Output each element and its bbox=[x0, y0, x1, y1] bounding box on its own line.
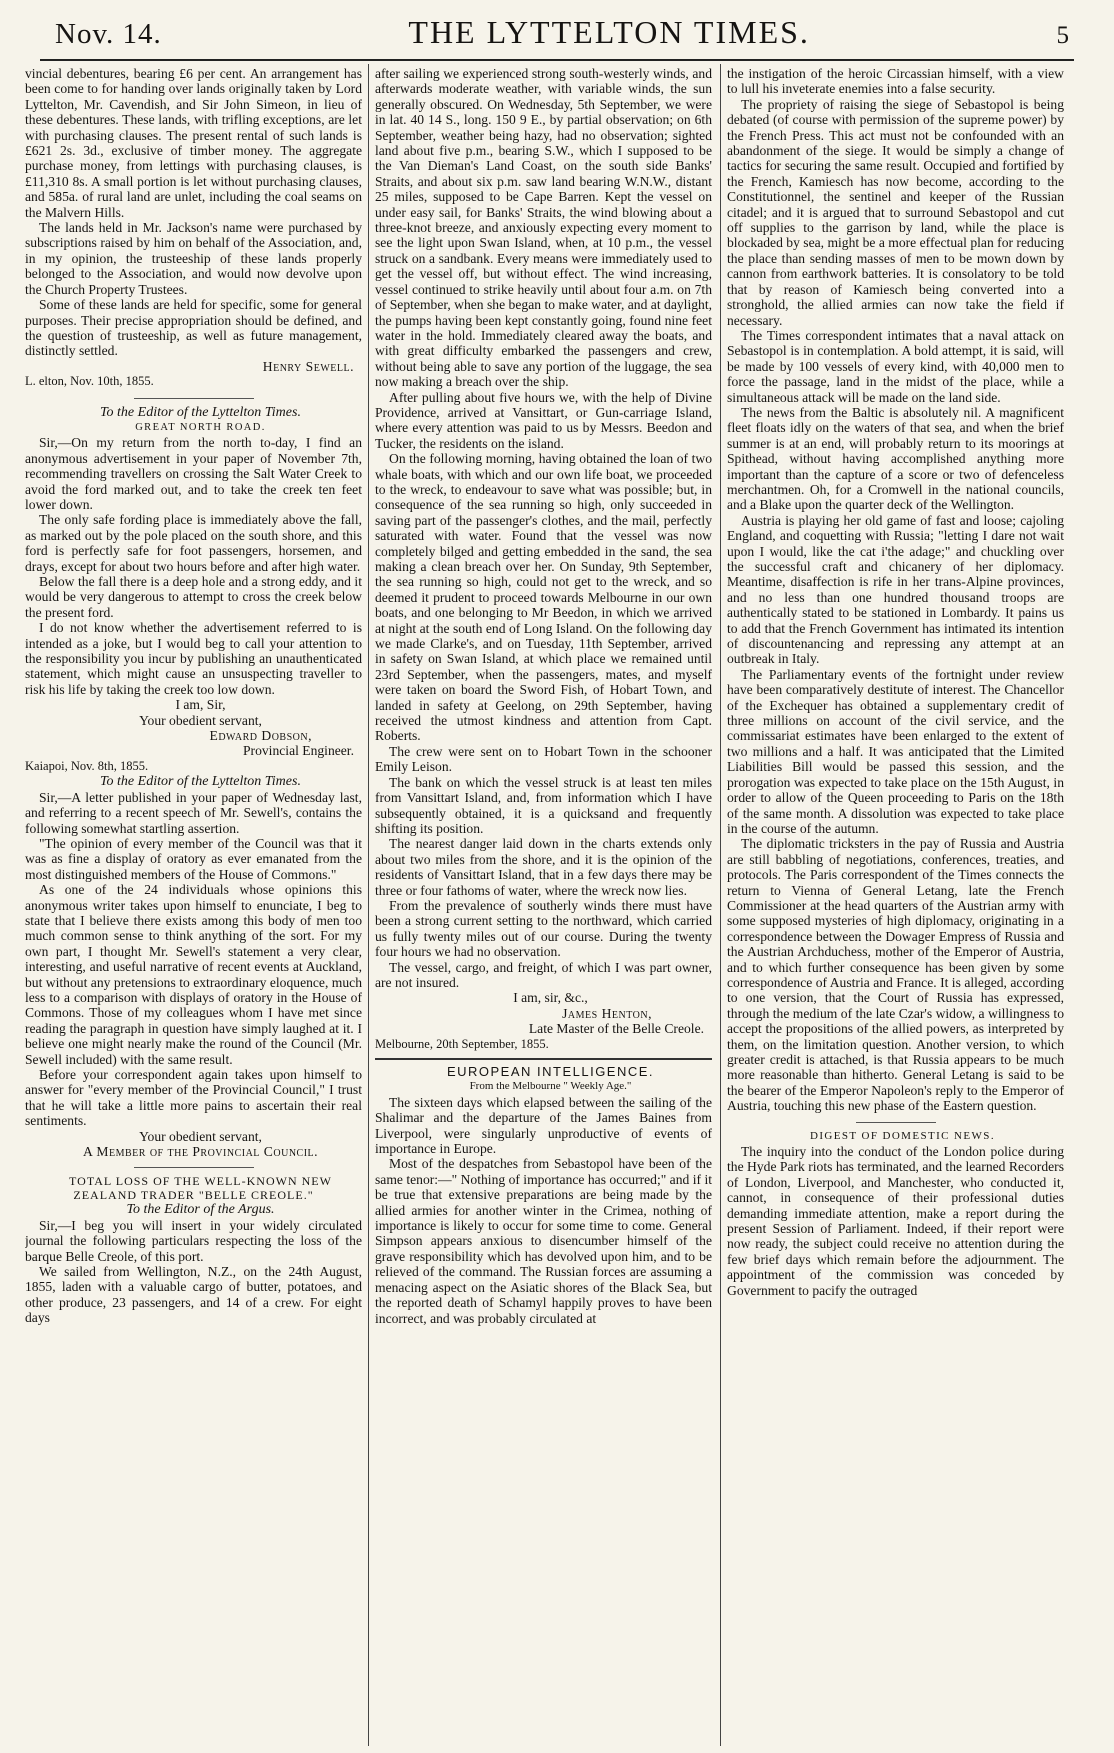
section-divider bbox=[856, 1122, 936, 1123]
column-1 bbox=[25, 66, 362, 1746]
paragraph: The vessel, cargo, and freight, of which I was part owner, are not insured. bbox=[375, 959, 712, 990]
section-rule bbox=[375, 1058, 712, 1060]
paragraph: after sailing we experienced strong south-westerly winds, and afterwards moderate weather, with variable winds, the sun generally obscured. On Wednesday, 5th September, we were in lat. 40 14 S., long. 150 9 E., by partial observation; on 6th September, weather being hazy, had no observation; sighted land about five p.m., bearing S.W., which I supposed to be the Van Dieman's Land Coast, on the south side Banks' Straits, and about six p.m. saw land bearing W.N.W., distant 25 miles, supposed to be Cape Barren. Kept the vessel on under easy sail, for Banks' Straits, the wind blowing about a three-knot breeze, and anxiously expecting every moment to see the light upon Swan Island, when, at 10 p.m., the vessel struck on a sandbank. Every means were immediately used to get the vessel off, but without effect. The wind increasing, vessel continued to strike heavily until about four a.m. on 7th of September, when she began to make water, and at daylight, the pumps having been kept constantly going, found nine feet water in the hold. Immediately cleared away the boats, and with great difficulty embarked the passengers and crew, without being able to save any portion of the luggage, the sea now making a breach over the ship. bbox=[375, 66, 712, 390]
column-divider bbox=[368, 64, 369, 1746]
paragraph: On the following morning, having obtained the loan of two whale boats, with which and our own life boat, we proceeded to the wreck, to endeavour to save what was possible; but, in consequence of the sea running so high, only succeeded in saving part of the passenger's clothes, and the mail, perfectly saturated with water. Found that the vessel was now completely bilged and getting embedded in the sand, the sea making a clean breach over her. On Sunday, 9th September, the sea running so high, could not get to the wreck, and so deemed it prudent to proceed towards Melbourne in our own boats, and one belonging to Mr Beedon, in which we arrived at night at the south end of Long Island. On the following day we made Clarke's, and on Tuesday, 11th September, arrived in safety on Swan Island, at which place we remained until 23rd September, when the passengers, mates, and myself were taken on board the Sword Fish, of Hobart Town, and landed in safety at Geelong, on 29th September, having received the utmost kindness and attention from Capt. Roberts. bbox=[375, 451, 712, 744]
paragraph: We sailed from Wellington, N.Z., on the 24th August, 1855, laden with a valuable cargo of butter, potatoes, and other produce, 23 passengers, and 14 of a crew. For eight days bbox=[25, 1264, 362, 1326]
sewell-letter bbox=[25, 66, 362, 390]
signature: A Member of the Provincial Council. bbox=[82, 1144, 319, 1160]
digest-domestic-news bbox=[727, 1129, 1064, 1298]
signature: Henry Sewell. bbox=[262, 358, 354, 374]
dobson-letter bbox=[25, 405, 362, 775]
paragraph: The diplomatic tricksters in the pay of Russia and Austria are still babbling of negotiations, conferences, treaties, and protocols. The Paris correspondent of the Times connects the return to Vienna of General Letang, late the French Commissioner at the head quarters of the Austrian army with some supposed mysteries of high diplomacy, originating in a correspondence between the Dowager Empress of Russia and the Austrian Archduchess, mother of the Emperor of Austria, and to which further consequence has been given by some correspondence of Austria and France. It is alleged, according to one version, that the Court of Russia has expressed, through the medium of the late Czar's widow, a willingness to accept the propositions of the allied powers, as interpreted by them, on the limitation question. Another version, to which greater credit is attached, is that Russia appears to be much more reasonable than hitherto. General Letang is said to be the bearer of the Emperor Napoleon's reply to the Emperor of Austria, touching this new phase of the Eastern question. bbox=[727, 836, 1064, 1114]
section-divider bbox=[134, 398, 254, 399]
paragraph: The crew were sent on to Hobart Town in the schooner Emily Leison. bbox=[375, 743, 712, 775]
paragraph: Austria is playing her old game of fast and loose; cajoling England, and coquetting with Russia; "letting I dare not wait upon I would, like the cat i'the adage;" and chuckling over the successful craft and chicanery of her diplomacy. Meantime, disaffection is rife in her trans-Alpine provinces, and no less than one hundred thousand troops are authentically stated to be stationed in Lombardy. It pains us to add that the French Government has intimated its intention of discountenancing and repressing any attempt at an outbreak in Italy. bbox=[727, 512, 1064, 667]
paragraph: Before your correspondent again takes upon himself to answer for "every member of the Provincial Council," I trust that he will take a little more pains to ascertain their real sentiments. bbox=[25, 1067, 362, 1129]
page-number: 5 bbox=[1056, 22, 1069, 49]
letter-subheading: GREAT NORTH ROAD. bbox=[135, 421, 266, 433]
article-subheading: To the Editor of the Argus. bbox=[126, 1202, 275, 1218]
section-divider bbox=[134, 1167, 254, 1168]
column-3 bbox=[727, 66, 1064, 1746]
paragraph: The only safe fording place is immediately above the fall, as marked out by the pole placed on the south shore, and this ford is perfectly safe for foot passengers, horsemen, and drays, except for about two hours before and after high water. bbox=[25, 512, 362, 574]
masthead-rule bbox=[40, 59, 1074, 61]
paragraph: Sir,—I beg you will insert in your widely circulated journal the following particulars respecting the loss of the barque Belle Creole, of this port. bbox=[25, 1217, 362, 1264]
paragraph: Most of the despatches from Sebastopol have been of the same tenor:—" Nothing of importance has occurred;" and if it be true that extensive preparations are being made by the allied armies for another winter in the Crimea, nothing of importance is likely to occur for some time to come. General Simpson appears anxious to disencumber himself of the grave responsibility which has devolved upon him, and to be relieved of the command. The Russian forces are assuming a menacing aspect on the Asiatic shores of the Black Sea, but the reported death of Schamyl happily proves to have been incorrect, and was probably circulated at bbox=[375, 1156, 712, 1326]
closing: Your obedient servant, bbox=[139, 1128, 262, 1144]
paragraph: Some of these lands are held for specific, some for general purposes. Their precise appropriation should be defined, and the question of trusteeship, as well as future management, distinctly settled. bbox=[25, 297, 362, 359]
paragraph: Sir,—On my return from the north to-day, I find an anonymous advertisement in your paper of November 7th, recommending travellers on crossing the Salt Water Creek to avoid the ford marked out, and to take the creek ten feet lower down. bbox=[25, 435, 362, 512]
paragraph: Sir,—A letter published in your paper of Wednesday last, and referring to a recent speech of Mr. Sewell's, contains the following somewhat startling assertion. bbox=[25, 789, 362, 836]
letter-heading: To the Editor of the Lyttelton Times. bbox=[100, 774, 301, 790]
signature: James Henton, bbox=[562, 1005, 652, 1021]
closing: I am, Sir, bbox=[175, 697, 226, 713]
letter-heading: To the Editor of the Lyttelton Times. bbox=[100, 404, 301, 420]
paragraph: The Parliamentary events of the fortnight under review have been comparatively destitute of interest. The Chancellor of the Exchequer has obtained a supplementary credit of three millions on account of the civil service, and the commissariat estimates have been enlarged to the extent of two millions and a half. It was anticipated that the Limited Liabilities Bill would be passed this session, and the prorogation was expected to take place on the 15th August, in order to allow of the Queen proceeding to Paris on the 18th of the same month. A dissolution was expected to take place in the course of the autumn. bbox=[727, 666, 1064, 836]
section-heading: EUROPEAN INTELLIGENCE. bbox=[446, 1064, 655, 1079]
paragraph: vincial debentures, bearing £6 per cent. An arrangement has been come to for handing over lands originally taken by Lord Lyttelton, Mr. Cavendish, and Sir John Simeon, in lieu of these debentures. These lands, with trifling exceptions, are let with purchasing clauses. The present rental of such lands is £621 2s. 3d., exclusive of timber money. The aggregate purchase money, from lettings with purchasing clauses, is £11,310 8s. A small portion is let without purchasing clauses, and 585a. of rural land are unlet, including the coal seams on the Malvern Hills. bbox=[25, 66, 362, 220]
dateline: Kaiapoi, Nov. 8th, 1855. bbox=[25, 758, 149, 773]
paragraph: The nearest danger laid down in the charts extends only about two miles from the shore, and it is the opinion of the residents of Vansittart Island, that in a few days there may be three or four fathoms of water, where the wreck now lies. bbox=[375, 836, 712, 898]
european-intelligence bbox=[375, 1064, 712, 1326]
section-heading: DIGEST OF DOMESTIC NEWS. bbox=[810, 1129, 995, 1142]
paragraph: The Times correspondent intimates that a naval attack on Sebastopol is in contemplation. A bold attempt, it is said, will be made by 100 vessels of every kind, with 40,000 men to force the passage, land in the midst of the place, while a simultaneous attack will be made on the land side. bbox=[727, 327, 1064, 405]
paragraph: The lands held in Mr. Jackson's name were purchased by subscriptions raised by him on behalf of the Association, and, in my opinion, the trusteeship of these lands properly belonged to the Association, and would now devolve upon the Church Property Trustees. bbox=[25, 220, 362, 297]
signature-title: Provincial Engineer. bbox=[243, 743, 354, 759]
closing: I am, sir, &c., bbox=[513, 990, 588, 1006]
paragraph: After pulling about five hours we, with the help of Divine Providence, arrived at Vansittart, or Gun-carriage Island, where every attention was paid to us by Messrs. Beedon and Tucker, the residents on the island. bbox=[375, 389, 712, 451]
newspaper-title: THE LYTTELTON TIMES. bbox=[408, 14, 810, 50]
member-letter bbox=[25, 774, 362, 1159]
paragraph: From the prevalence of southerly winds there must have been a strong current setting to the northward, which carried us fully twenty miles out of our course. During the twenty four hours we had no observation. bbox=[375, 897, 712, 960]
paragraph: The propriety of raising the siege of Sebastopol is being debated (of course with permission of the supreme power) by the French Press. This act must not be confounded with an abandonment of the siege. It would be simply a change of tactics for securing the same result. Occupied and fortified by the French, Kamiesch has now become, according to the Constitutionnel, the sentinel and keeper of the Russian citadel; and it is argued that to surround Sebastopol and cut off supplies to the garrison by land, while the place is blockaded by sea, might be a more effectual plan for reducing the place than sending masses of men to be mown down by cannon from earthwork batteries. It is consolatory to be told that by reason of Kamiesch being converted into a stronghold, the allied armies can now take the field if necessary. bbox=[727, 96, 1064, 328]
paragraph: the instigation of the heroic Circassian himself, with a view to lull his inveterate enemies into a false security. bbox=[727, 66, 1064, 97]
signature-title: Late Master of the Belle Creole. bbox=[528, 1021, 704, 1037]
column-divider bbox=[720, 64, 721, 1746]
closing: Your obedient servant, bbox=[139, 712, 262, 728]
wreck-article bbox=[25, 1174, 362, 1325]
paragraph: Below the fall there is a deep hole and a strong eddy, and it would be very dangerous to attempt to cross the creek below the present ford. bbox=[25, 574, 362, 620]
signature: Edward Dobson, bbox=[209, 728, 312, 744]
paragraph: The sixteen days which elapsed between the sailing of the Shalimar and the departure of the James Baines from Liverpool, were singularly unproductive of events of importance in Europe. bbox=[375, 1094, 712, 1157]
paragraph: As one of the 24 individuals whose opinions this anonymous writer takes upon himself to enunciate, I beg to state that I believe there exists among this body of men too much common sense to think anything of the sort. For my own part, I thought Mr. Sewell's statement a very clear, interesting, and useful narrative of recent events at Auckland, but without any pretensions to extraordinary eloquence, much less to a comparison with displays of oratory in the House of Commons. Those of my colleagues whom I have met since reading the paragraph in question have simply laughed at it. I believe one might nearly make the round of the Council (Mr. Sewell included) with the same result. bbox=[25, 882, 362, 1067]
paragraph: "The opinion of every member of the Council was that it was as fine a display of oratory as ever emanated from the most distinguished members of the House of Commons." bbox=[25, 835, 362, 882]
column-2 bbox=[375, 66, 712, 1746]
source-line: From the Melbourne " Weekly Age." bbox=[469, 1080, 632, 1093]
wreck-article-continued bbox=[375, 66, 712, 1052]
dateline: Melbourne, 20th September, 1855. bbox=[375, 1036, 549, 1051]
dateline: L. elton, Nov. 10th, 1855. bbox=[25, 374, 154, 389]
paragraph: The bank on which the vessel struck is at least ten miles from Vansittart Island, and, from information which I have subsequently obtained, it is a quicksand and frequently shifting its position. bbox=[375, 774, 712, 836]
paragraph: The inquiry into the conduct of the London police during the Hyde Park riots has terminated, and the learned Recorders of London, Liverpool, and Manchester, who conducted it, cannot, in consequence of their professional duties demanding immediate attention, make a report during the present Session of Parliament. Indeed, if their report were now ready, the subject could receive no attention during the few brief days which remain before the adjournment. The appointment of the commission was conceded by Government to pacify the outraged bbox=[727, 1144, 1064, 1298]
masthead bbox=[55, 14, 1069, 56]
issue-date: Nov. 14. bbox=[55, 18, 162, 50]
paragraph: The news from the Baltic is absolutely nil. A magnificent fleet floats idly on the waters of that sea, and when the brief summer is at an end, will probably return to its moorings at Spithead, without having accomplished anything more important than the capture of a score or two of defenceless merchantmen. Oh, for a Cromwell in the national councils, and a Blake upon the quarter deck of the Wellington. bbox=[727, 404, 1064, 513]
european-intelligence-continued bbox=[727, 66, 1064, 1114]
article-heading: TOTAL LOSS OF THE WELL-KNOWN NEW ZEALAND TRADER "BELLE CREOLE." bbox=[69, 1174, 332, 1203]
paragraph: I do not know whether the advertisement referred to is intended as a joke, but I would beg to call your attention to the responsibility you incur by publishing an unauthenticated statement, which might cause an unsuspecting traveller to risk his life by taking the creek too low down. bbox=[25, 620, 362, 697]
